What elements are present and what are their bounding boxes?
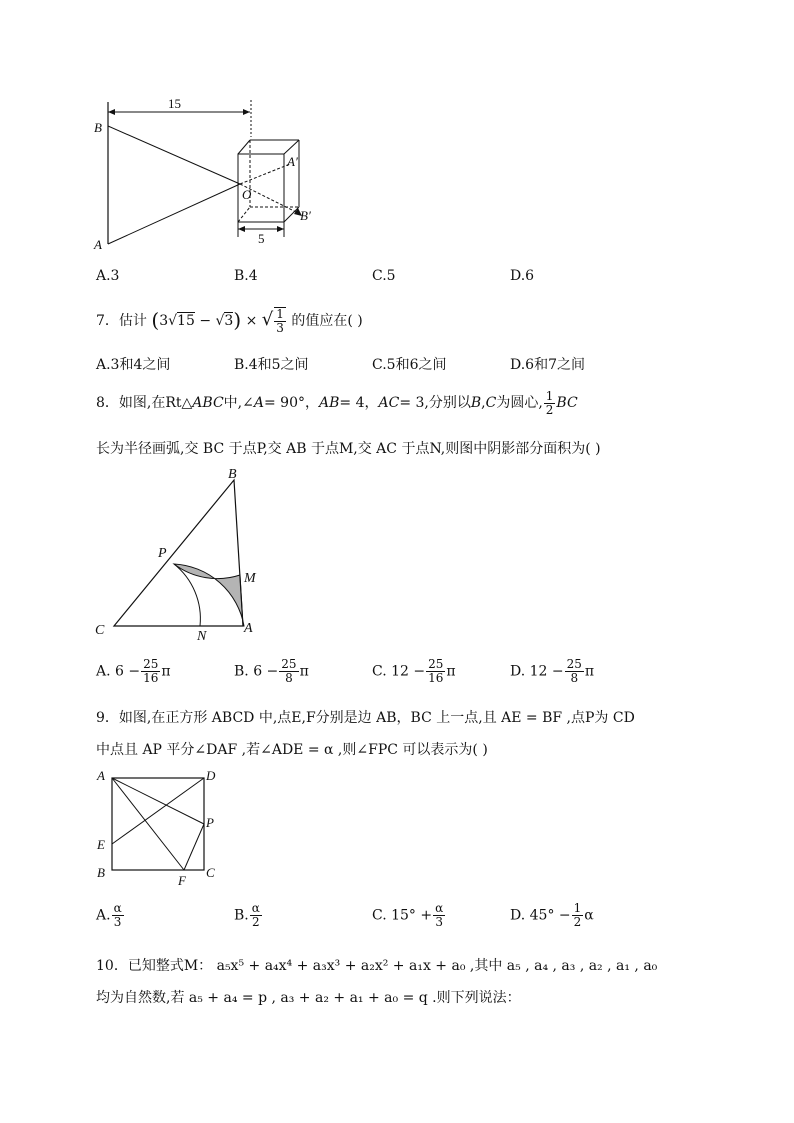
- point-b-label: B: [94, 120, 102, 135]
- q7-option-d[interactable]: D.6和7之间: [510, 357, 585, 373]
- q9-stem-line1: 9．如图,在正方形 ABCD 中,点E,F分别是边 AB，BC 上一点,且 AE = BF ,点P为 CD: [96, 710, 635, 726]
- point-p-label: P: [158, 546, 167, 561]
- point-c-label: C: [95, 623, 105, 638]
- point-b-label: B: [97, 865, 105, 880]
- point-c-label: C: [206, 865, 215, 880]
- q6-option-a[interactable]: A.3: [96, 268, 120, 284]
- point-a-label: A: [94, 237, 102, 252]
- point-a-label: A: [97, 768, 105, 783]
- point-d-label: D: [206, 768, 216, 783]
- q8-option-a[interactable]: A. 6 − $\frac{25}{16}$ π: [96, 657, 171, 685]
- point-n-label: N: [197, 629, 207, 642]
- q7-tail: 的值应在( ): [291, 313, 363, 329]
- q6-option-c[interactable]: C.5: [372, 268, 396, 284]
- q9-option-d[interactable]: D. 45° − $\frac{1}{2}$ α: [510, 901, 594, 929]
- q9-option-b[interactable]: B. $\frac{\alpha}{2}$: [234, 901, 260, 929]
- point-b-prime-label: B′: [300, 208, 311, 223]
- point-p-label: P: [206, 815, 214, 830]
- q9-option-c[interactable]: C. 15° + $\frac{\alpha}{3}$: [372, 901, 444, 929]
- point-f-label: F: [178, 873, 186, 888]
- point-m-label: M: [244, 571, 256, 586]
- q8-option-c[interactable]: C. 12 − $\frac{25}{16}$ π: [372, 657, 456, 685]
- q8-option-d[interactable]: D. 12 − $\frac{25}{8}$ π: [510, 657, 595, 685]
- figure-q6: [90, 92, 330, 257]
- q7-option-a[interactable]: A.3和4之间: [96, 357, 171, 373]
- dim-15-label: 15: [168, 96, 181, 111]
- q8-option-b[interactable]: B. 6 − $\frac{25}{8}$ π: [234, 657, 309, 685]
- dim-5-label: 5: [258, 231, 265, 246]
- q10-stem-line1: 10．已知整式M： a₅x⁵ + a₄x⁴ + a₃x³ + a₂x² + a₁x + a₀ ,其中 a₅ , a₄ , a₃ , a₂ , a₁ , a₀: [96, 958, 658, 974]
- q7-number: 7．估计: [96, 313, 147, 329]
- point-a-prime-label: A′: [287, 154, 298, 169]
- point-o-label: O: [242, 187, 252, 202]
- q9-option-a[interactable]: A. $\frac{\alpha}{3}$: [96, 901, 122, 929]
- point-b-label: B: [228, 467, 237, 482]
- q8-stem-line1: 8．如图,在Rt△ABC中,∠A= 90°，AB= 4，AC= 3,分别以B,C为圆心, $\frac{1}{2}$ BC: [96, 388, 578, 417]
- figure-q9: [92, 765, 222, 890]
- q7-option-c[interactable]: C.5和6之间: [372, 357, 447, 373]
- q10-stem-line2: 均为自然数,若 a₅ + a₄ = p , a₃ + a₂ + a₁ + a₀ = q .则下列说法：: [96, 990, 521, 1006]
- q7-stem: 7．估计 (3√15 − √3) × √ $\frac{1}{3}$ 的值应在( ): [96, 307, 363, 335]
- figure-q8: [90, 462, 270, 642]
- q6-option-d[interactable]: D.6: [510, 268, 535, 284]
- q9-stem-line2: 中点且 AP 平分∠DAF ,若∠ADE = α ,则∠FPC 可以表示为( ): [96, 742, 488, 758]
- q8-stem-line2: 长为半径画弧,交 BC 于点P,交 AB 于点M,交 AC 于点N,则图中阴影部分面积为( ): [96, 441, 601, 457]
- q7-option-b[interactable]: B.4和5之间: [234, 357, 309, 373]
- point-a-label: A: [244, 621, 253, 636]
- q6-option-b[interactable]: B.4: [234, 268, 258, 284]
- point-e-label: E: [97, 837, 105, 852]
